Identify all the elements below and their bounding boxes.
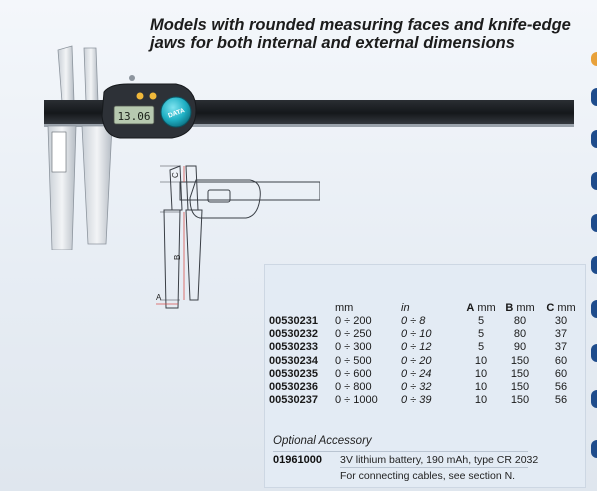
row-range-mm: 0 ÷ 800 [335, 381, 372, 394]
sliding-jaw-upper [84, 48, 98, 102]
row-range-in: 0 ÷ 39 [401, 394, 432, 407]
heading-line-2: jaws for both internal and external dimensions [150, 34, 515, 52]
header-b: B mm [505, 301, 535, 314]
section-tab [591, 300, 597, 318]
row-a: 5 [477, 328, 485, 341]
row-a: 10 [474, 381, 488, 394]
divider [273, 451, 528, 452]
row-range-mm: 0 ÷ 500 [335, 354, 372, 367]
header-a: A mm [466, 301, 496, 314]
row-code: 00530232 [269, 328, 318, 341]
row-b: 90 [513, 341, 527, 354]
row-range-mm: 0 ÷ 1000 [335, 394, 378, 407]
row-range-in: 0 ÷ 8 [401, 315, 426, 328]
row-b: 80 [513, 328, 527, 341]
dimension-label-c: C [171, 172, 180, 178]
row-b: 150 [510, 354, 530, 367]
row-a: 10 [474, 354, 488, 367]
heading-line-1: Models with rounded measuring faces and knife-edge [150, 16, 571, 34]
table-row [269, 355, 581, 368]
spec-table [269, 301, 581, 407]
table-row [269, 368, 581, 381]
header-in: in [401, 301, 410, 314]
row-c: 60 [554, 367, 568, 380]
row-range-mm: 0 ÷ 600 [335, 367, 372, 380]
row-range-in: 0 ÷ 10 [401, 328, 432, 341]
yellow-button [150, 93, 157, 100]
row-b: 150 [510, 381, 530, 394]
row-a: 10 [474, 367, 488, 380]
row-range-in: 0 ÷ 12 [401, 341, 432, 354]
row-c: 60 [554, 354, 568, 367]
accessory-code: 01961000 [273, 454, 322, 466]
table-row [269, 381, 581, 394]
table-row [269, 315, 581, 328]
row-code: 00530237 [269, 394, 318, 407]
brand-label [52, 132, 66, 172]
section-tab [591, 344, 597, 362]
section-tab [591, 88, 597, 106]
row-c: 56 [554, 394, 568, 407]
row-code: 00530234 [269, 354, 318, 367]
row-b: 80 [513, 315, 527, 328]
row-code: 00530236 [269, 381, 318, 394]
section-tab [591, 440, 597, 458]
accessory-description: 3V lithium battery, 190 mAh, type CR 2032 [340, 454, 539, 466]
accessory-title: Optional Accessory [273, 435, 372, 447]
row-a: 10 [474, 394, 488, 407]
row-range-in: 0 ÷ 24 [401, 367, 432, 380]
row-code: 00530235 [269, 367, 318, 380]
row-c: 56 [554, 381, 568, 394]
row-a: 5 [477, 341, 485, 354]
table-row [269, 394, 581, 407]
data-button-label: DATA [167, 107, 186, 120]
header-code [269, 301, 335, 315]
row-range-mm: 0 ÷ 300 [335, 341, 372, 354]
thumb-wheel [129, 75, 135, 81]
row-a: 5 [477, 315, 485, 328]
table-row [269, 328, 581, 341]
row-c: 37 [554, 341, 568, 354]
row-b: 150 [510, 394, 530, 407]
lcd-reading: 13.06 [117, 110, 151, 123]
table-header-row [269, 301, 581, 315]
table-row [269, 341, 581, 354]
section-tab [591, 390, 597, 408]
section-tab-orange [591, 52, 597, 66]
dimension-label-a: A [156, 293, 162, 302]
row-code: 00530231 [269, 315, 318, 328]
row-range-mm: 0 ÷ 250 [335, 328, 372, 341]
row-code: 00530233 [269, 341, 318, 354]
spec-panel [264, 264, 586, 488]
section-tab [591, 172, 597, 190]
section-tab [591, 214, 597, 232]
row-range-mm: 0 ÷ 200 [335, 315, 372, 328]
row-c: 37 [554, 328, 568, 341]
header-mm: mm [335, 301, 354, 314]
yellow-button [137, 93, 144, 100]
fixed-jaw-upper [58, 46, 74, 102]
row-range-in: 0 ÷ 20 [401, 354, 432, 367]
section-tab [591, 130, 597, 148]
row-range-in: 0 ÷ 32 [401, 381, 432, 394]
header-c: C mm [546, 301, 576, 314]
sliding-jaw-lower [82, 126, 112, 244]
divider [340, 467, 528, 468]
row-b: 150 [510, 367, 530, 380]
accessory-note: For connecting cables, see section N. [340, 470, 516, 482]
section-tab [591, 256, 597, 274]
dimension-label-b: B [173, 254, 182, 260]
row-c: 30 [554, 315, 568, 328]
